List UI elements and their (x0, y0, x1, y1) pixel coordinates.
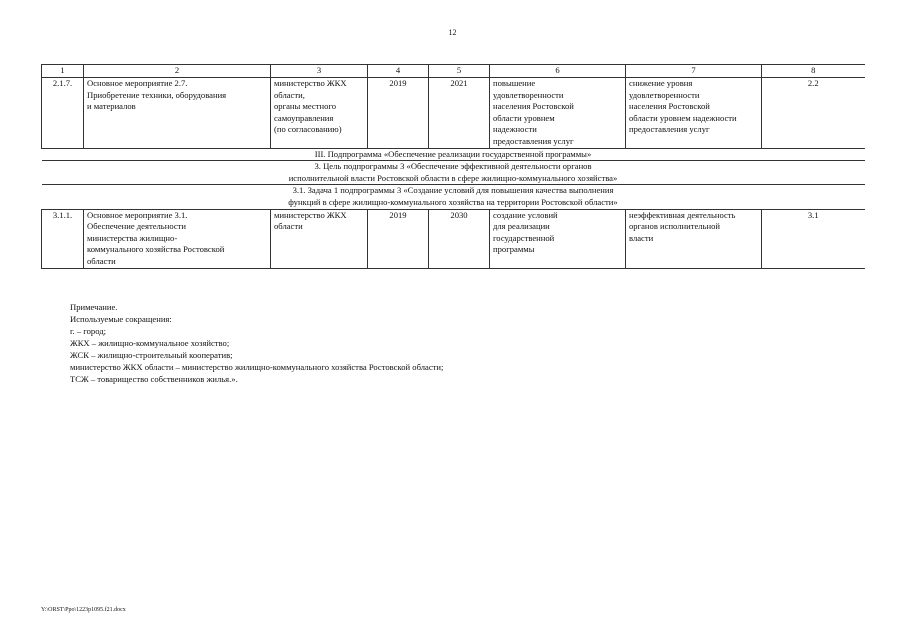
consequence: неэффективная деятельность органов исполнительной власти (626, 209, 762, 268)
goal-title: 3. Цель подпрограммы 3 «Обеспечение эффективной деятельности органов исполнительной власти Ростовской области в сфере жилищно-коммунального хозяйства» (42, 161, 865, 185)
note-line: Используемые сокращения: (70, 314, 172, 324)
task-row (42, 185, 865, 209)
row-number: 3.1.1. (42, 209, 84, 268)
indicator: 3.1 (762, 209, 865, 268)
table-row (42, 78, 865, 149)
goal-row (42, 161, 865, 185)
event-name: Основное мероприятие 2.7. Приобретение техники, оборудования и материалов (84, 78, 271, 149)
indicator: 2.2 (762, 78, 865, 149)
page-number: 12 (448, 28, 457, 37)
note-line: ТСЖ – товарищество собственников жилья.». (70, 374, 238, 384)
executor: министерство ЖКХ области (271, 209, 368, 268)
header-cell: 7 (626, 65, 762, 78)
header-cell: 8 (762, 65, 865, 78)
header-cell: 1 (42, 65, 84, 78)
note-line: г. – город; (70, 326, 107, 336)
notes (70, 301, 443, 385)
event-name: Основное мероприятие 3.1. Обеспечение деятельности министерства жилищно- коммунального хозяйства Ростовской области (84, 209, 271, 268)
task-title: 3.1. Задача 1 подпрограммы 3 «Создание условий для повышения качества выполнения функций в сфере жилищно-коммунального хозяйства на территории Ростовской области» (42, 185, 865, 209)
consequence: снижение уровня удовлетворенности населения Ростовской области уровнем надежности предоставления услуг (626, 78, 762, 149)
header-cell: 3 (271, 65, 368, 78)
events-table (41, 64, 865, 269)
end-year: 2021 (429, 78, 490, 149)
row-number: 2.1.7. (42, 78, 84, 149)
note-line: Примечание. (70, 302, 118, 312)
note-line: ЖСК – жилищно-строительный кооператив; (70, 350, 233, 360)
header-cell: 2 (84, 65, 271, 78)
start-year: 2019 (368, 209, 429, 268)
expected-result: повышение удовлетворенности населения Ростовской области уровнем надежности предоставления услуг (490, 78, 626, 149)
note-line: министерство ЖКХ области – министерство жилищно-коммунального хозяйства Ростовской области; (70, 362, 444, 372)
start-year: 2019 (368, 78, 429, 149)
subprogram-row (42, 148, 865, 161)
executor: министерство ЖКХ области, органы местного самоуправления (по согласованию) (271, 78, 368, 149)
table-row (42, 209, 865, 268)
expected-result: создание условий для реализации государственной программы (490, 209, 626, 268)
note-line: ЖКХ – жилищно-коммунальное хозяйство; (70, 338, 230, 348)
header-cell: 5 (429, 65, 490, 78)
header-cell: 4 (368, 65, 429, 78)
table-header-row (42, 65, 865, 78)
header-cell: 6 (490, 65, 626, 78)
footer-file-path: Y:\ORST\Ppo\1223p1095.f21.docx (41, 607, 126, 613)
end-year: 2030 (429, 209, 490, 268)
subprogram-title: III. Подпрограмма «Обеспечение реализации государственной программы» (42, 148, 865, 161)
